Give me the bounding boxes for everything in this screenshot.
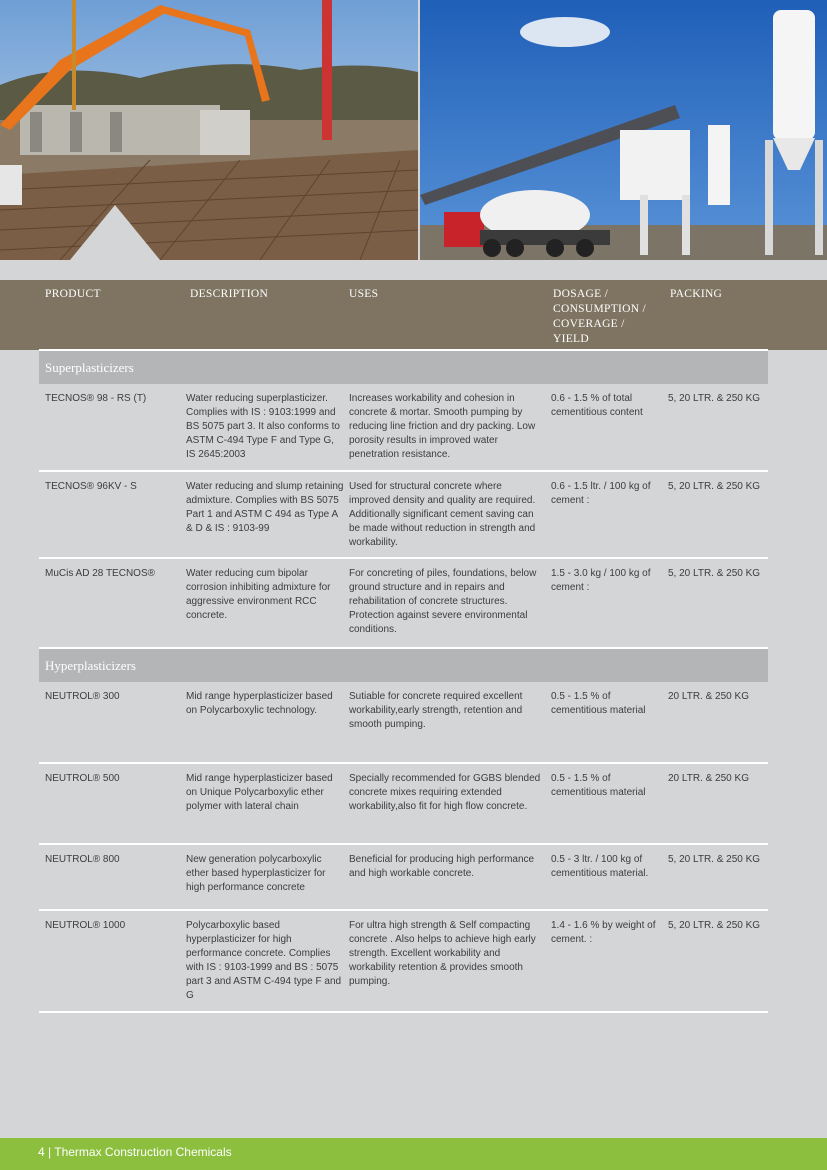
product-description: Mid range hyperplasticizer based on Polycarboxylic technology. <box>186 691 333 716</box>
header-description: DESCRIPTION <box>190 288 269 300</box>
product-packing: 5, 20 LTR. & 250 KG <box>668 854 761 865</box>
product-packing: 5, 20 LTR. & 250 KG <box>668 568 761 579</box>
product-uses: Sutiable for concrete required excellent workability,early strength, retention and smooth pumping. <box>349 691 523 730</box>
product-name: TECNOS® 98 - RS (T) <box>45 393 147 404</box>
section-header <box>39 647 768 682</box>
product-uses: Specially recommended for GGBS blended concrete mixes requiring extended workability,also fit for high flow concrete. <box>349 773 541 812</box>
table-row <box>39 559 768 649</box>
table-row <box>39 764 768 845</box>
product-uses: For ultra high strength & Self compacting concrete . Also helps to achieve high early strength. Excellent workability and workability retention & provides smooth pumping. <box>349 920 536 987</box>
product-uses: Beneficial for producing high performance and high workable concrete. <box>349 854 535 879</box>
table-header <box>0 280 827 350</box>
product-name: NEUTROL® 300 <box>45 691 120 702</box>
header-dosage: DOSAGE / CONSUMPTION / COVERAGE / YIELD <box>553 288 647 345</box>
header-uses: USES <box>349 288 379 300</box>
product-name: NEUTROL® 800 <box>45 854 120 865</box>
header-photos <box>0 0 827 260</box>
section-title: Hyperplasticizers <box>45 658 136 673</box>
product-dosage: 0.5 - 1.5 % of cementitious material <box>551 691 646 716</box>
table-row <box>39 911 768 1013</box>
product-description: Polycarboxylic based hyperplasticizer for high performance concrete. Complies with IS : 9103-1999 and BS : 5075 part 3 and ASTM C-494 type F and G <box>186 920 342 1001</box>
product-packing: 20 LTR. & 250 KG <box>668 691 749 702</box>
product-description: Water reducing cum bipolar corrosion inhibiting admixture for aggressive environment RCC concrete. <box>186 568 331 621</box>
product-name: MuCis AD 28 TECNOS® <box>45 568 155 579</box>
table-row <box>39 682 768 764</box>
header-packing: PACKING <box>670 288 723 300</box>
product-uses: For concreting of piles, foundations, below ground structure and in repairs and rehabilitation of concrete structures. Protection against severe environmental conditions. <box>349 568 537 635</box>
table-row <box>39 384 768 472</box>
product-packing: 5, 20 LTR. & 250 KG <box>668 393 761 404</box>
product-description: Water reducing and slump retaining admixture. Complies with BS 5075 Part 1 and ASTM C 494 as Type A & D & IS : 9103-99 <box>186 481 344 534</box>
product-name: TECNOS® 96KV - S <box>45 481 137 492</box>
product-packing: 20 LTR. & 250 KG <box>668 773 749 784</box>
product-dosage: 0.6 - 1.5 ltr. / 100 kg of cement : <box>551 481 651 506</box>
section-title: Superplasticizers <box>45 360 134 375</box>
product-dosage: 1.5 - 3.0 kg / 100 kg of cement : <box>551 568 651 593</box>
product-dosage: 0.5 - 1.5 % of cementitious material <box>551 773 646 798</box>
product-packing: 5, 20 LTR. & 250 KG <box>668 481 761 492</box>
product-description: Mid range hyperplasticizer based on Unique Polycarboxylic ether polymer with lateral chain <box>186 773 333 812</box>
table-row <box>39 845 768 911</box>
product-name: NEUTROL® 500 <box>45 773 120 784</box>
product-description: New generation polycarboxylic ether based hyperplasticizer for high performance concrete <box>186 854 326 893</box>
product-dosage: 1.4 - 1.6 % by weight of cement. : <box>551 920 656 945</box>
construction-site-photo <box>0 0 827 260</box>
product-name: NEUTROL® 1000 <box>45 920 126 931</box>
product-uses: Increases workability and cohesion in concrete & mortar. Smooth pumping by reducing line friction and dry packing. Low porosity results in improved water penetration resistance. <box>349 393 536 460</box>
table-row <box>39 472 768 559</box>
product-description: Water reducing superplasticizer. Complies with IS : 9103:1999 and BS 5075 part 3. It also conforms to ASTM C-494 Type F and Type G, IS 2645:2003 <box>186 393 340 460</box>
product-packing: 5, 20 LTR. & 250 KG <box>668 920 761 931</box>
footer-text: 4 | Thermax Construction Chemicals <box>38 1145 232 1159</box>
product-dosage: 0.5 - 3 ltr. / 100 kg of cementitious material. <box>551 854 649 879</box>
page-footer <box>0 1138 827 1170</box>
product-uses: Used for structural concrete where improved density and quality are required. Additionally significant cement saving can be made without reduction in strength and workability. <box>349 481 536 548</box>
product-dosage: 0.6 - 1.5 % of total cementitious content <box>551 393 643 418</box>
header-product: PRODUCT <box>45 288 101 300</box>
section-header <box>39 349 768 384</box>
